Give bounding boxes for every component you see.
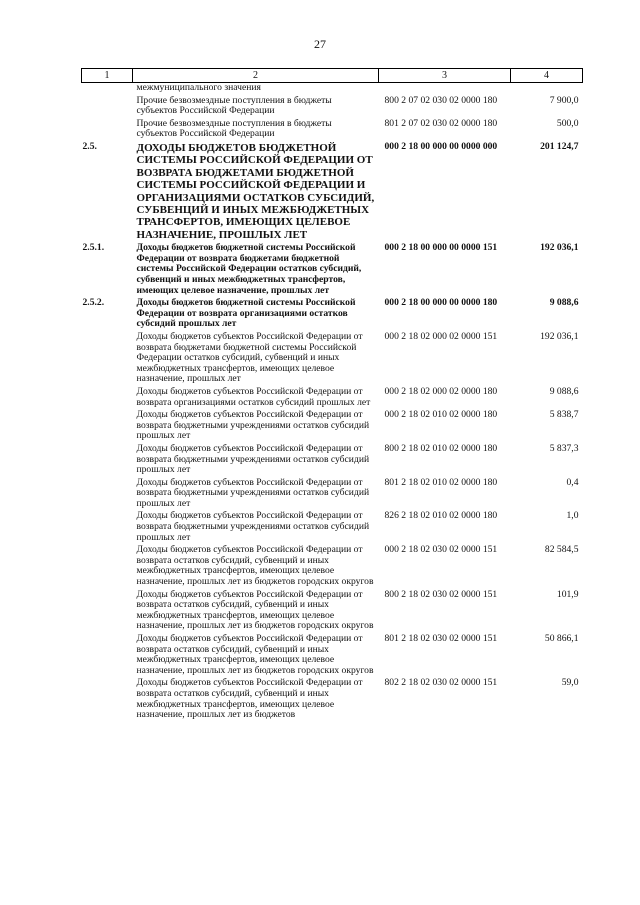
table-row [82, 442, 583, 476]
table-row [82, 543, 583, 587]
row-description: Прочие безвозмездные поступления в бюджеты субъектов Российской Федерации [136, 117, 332, 140]
row-amount: 5 838,7 [549, 409, 579, 421]
row-number [82, 632, 133, 676]
row-description: Доходы бюджетов субъектов Российской Федерации от возврата бюджетными учреждениями остатков субсидий прошлых лет [136, 476, 370, 509]
row-amount: 59,0 [561, 677, 579, 689]
row-number [82, 588, 133, 632]
table-body [82, 83, 583, 721]
table-row [82, 385, 583, 408]
row-code: 000 2 18 02 000 02 0000 180 [384, 385, 498, 397]
row-number: 2.5.2. [82, 297, 105, 309]
row-description: межмуниципального значения [136, 82, 261, 93]
table-header [82, 69, 583, 83]
row-amount [511, 83, 583, 94]
table-row [82, 296, 583, 330]
row-code: 000 2 18 02 010 02 0000 180 [384, 409, 498, 421]
row-amount: 192 036,1 [540, 330, 579, 342]
row-code: 800 2 18 02 030 02 0000 151 [384, 588, 498, 600]
table-row [82, 117, 583, 140]
row-code: 000 2 18 02 000 02 0000 151 [384, 330, 498, 342]
row-number: 2.5. [82, 140, 97, 152]
row-number [82, 94, 133, 117]
table-row [82, 676, 583, 720]
row-number [82, 509, 133, 543]
row-amount: 101,9 [556, 588, 579, 600]
row-amount: 9 088,6 [549, 385, 579, 397]
row-amount: 5 837,3 [549, 442, 579, 454]
row-description: Доходы бюджетов бюджетной системы Российской Федерации от возврата бюджетами бюджетной системы Российской Федерации остатков субсидий, субвенций и иных межбюджетных трансфертов, имеющих целевое назначение, прошлых лет [136, 242, 362, 296]
row-amount: 50 866,1 [544, 633, 579, 644]
header-col-4: 4 [511, 69, 583, 83]
row-description: Доходы бюджетов субъектов Российской Федерации от возврата бюджетными учреждениями остатков субсидий прошлых лет [136, 510, 370, 543]
row-code: 800 2 07 02 030 02 0000 180 [384, 94, 498, 106]
row-code: 000 2 18 00 000 00 0000 151 [384, 242, 498, 254]
row-description: Доходы бюджетов субъектов Российской Федерации от возврата организациями остатков субсидий прошлых лет [136, 385, 371, 408]
header-col-2: 2 [133, 69, 379, 83]
table-row [82, 330, 583, 385]
row-number [82, 543, 133, 587]
row-amount: 192 036,1 [540, 242, 579, 254]
table-row [82, 408, 583, 442]
row-code: 802 2 18 02 030 02 0000 151 [384, 677, 498, 689]
row-amount: 7 900,0 [549, 94, 579, 106]
row-number [82, 676, 133, 720]
row-amount: 201 124,7 [540, 140, 579, 152]
table-row [82, 588, 583, 632]
row-amount: 9 088,6 [549, 297, 579, 309]
row-code [379, 83, 511, 94]
row-description: Доходы бюджетов субъектов Российской Федерации от возврата бюджетами бюджетной системы Российской Федерации остатков субсидий, субвенций и иных межбюджетных трансфертов, имеющих целевое назначение, прошлых лет [136, 330, 363, 385]
row-description: Доходы бюджетов субъектов Российской Федерации от возврата остатков субсидий, субвенций и иных межбюджетных трансфертов, имеющих целевое назначение, прошлых лет из бюджетов городских округов [136, 544, 374, 588]
row-code: 826 2 18 02 010 02 0000 180 [384, 510, 498, 522]
row-code: 801 2 18 02 010 02 0000 180 [384, 476, 498, 488]
row-code: 801 2 18 02 030 02 0000 151 [384, 633, 498, 644]
row-amount: 1,0 [566, 510, 579, 522]
table-row [82, 83, 583, 94]
row-amount: 500,0 [556, 117, 579, 129]
row-code: 000 2 18 00 000 00 0000 000 [384, 140, 498, 152]
row-number [82, 117, 133, 140]
row-number [82, 476, 133, 510]
header-col-1: 1 [82, 69, 133, 83]
row-number: 2.5.1. [82, 242, 105, 254]
row-description: Доходы бюджетов субъектов Российской Федерации от возврата остатков субсидий, субвенций и иных межбюджетных трансфертов, имеющих целевое назначение, прошлых лет из бюджетов городских округов [136, 633, 374, 676]
row-description: Доходы бюджетов бюджетной системы Российской Федерации от возврата организациями остатков субсидий прошлых лет [136, 297, 356, 330]
row-code: 800 2 18 02 010 02 0000 180 [384, 442, 498, 454]
table-row [82, 476, 583, 510]
row-code: 801 2 07 02 030 02 0000 180 [384, 117, 498, 129]
table-row [82, 509, 583, 543]
row-number [82, 330, 133, 385]
row-description: Доходы бюджетов субъектов Российской Федерации от возврата остатков субсидий, субвенций и иных межбюджетных трансфертов, имеющих целевое назначение, прошлых лет из бюджетов городских округов [136, 588, 374, 632]
row-description: Доходы бюджетов субъектов Российской Федерации от возврата бюджетными учреждениями остатков субсидий прошлых лет [136, 409, 370, 442]
table-row [82, 94, 583, 117]
page-number: 27 [314, 37, 326, 51]
row-description: ДОХОДЫ БЮДЖЕТОВ БЮДЖЕТНОЙ СИСТЕМЫ РОССИЙСКОЙ ФЕДЕРАЦИИ ОТ ВОЗВРАТА БЮДЖЕТАМИ БЮДЖЕТНОЙ СИСТЕМЫ РОССИЙСКОЙ ФЕДЕРАЦИИ И ОРГАНИЗАЦИЯМИ ОСТАТКОВ СУБСИДИЙ, СУБВЕНЦИЙ И ИНЫХ МЕЖБЮДЖЕТНЫХ ТРАНСФЕРТОВ, ИМЕЮЩИХ ЦЕЛЕВОЕ НАЗНАЧЕНИЕ, ПРОШЛЫХ ЛЕТ [136, 141, 375, 241]
table-row [82, 140, 583, 241]
row-number [82, 83, 133, 94]
row-number [82, 385, 133, 408]
row-code: 000 2 18 00 000 00 0000 180 [384, 297, 498, 309]
row-number [82, 408, 133, 442]
row-number [82, 442, 133, 476]
row-description: Доходы бюджетов субъектов Российской Федерации от возврата бюджетными учреждениями остатков субсидий прошлых лет [136, 442, 370, 476]
row-description: Прочие безвозмездные поступления в бюджеты субъектов Российской Федерации [136, 94, 332, 117]
header-col-3: 3 [379, 69, 511, 83]
table-row [82, 241, 583, 296]
table-row [82, 632, 583, 676]
row-code: 000 2 18 02 030 02 0000 151 [384, 544, 498, 556]
budget-table [81, 68, 583, 721]
row-description: Доходы бюджетов субъектов Российской Федерации от возврата остатков субсидий, субвенций и иных межбюджетных трансфертов, имеющих целевое назначение, прошлых лет из бюджетов [136, 677, 363, 721]
row-amount: 0,4 [566, 476, 579, 488]
row-amount: 82 584,5 [544, 544, 579, 556]
